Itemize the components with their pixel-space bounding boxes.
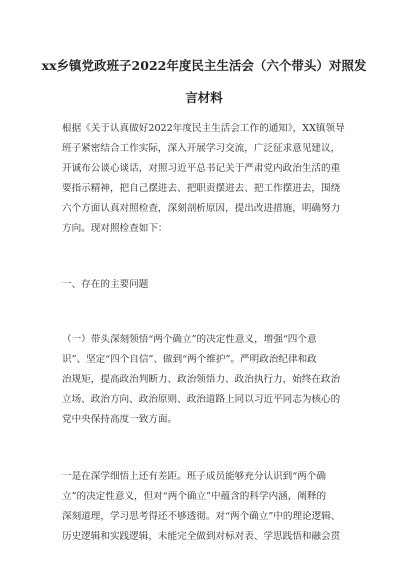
intro-paragraph-line: 开诚布公谈心谈话，对照习近平总书记关于严肃党内政治生活的重: [62, 163, 341, 174]
point-one-paragraph-line: 深刻道理，学习思考得还不够透彻。对“两个确立”中的理论逻辑、: [62, 511, 341, 522]
intro-paragraph-line: 根据《关于认真做好2022年度民主生活会工作的通知》，XX镇领导: [62, 123, 345, 134]
point-one-paragraph-line: 立”的决定性意义，但对“两个确立”中蕴含的科学内涵，阐释的: [62, 491, 327, 502]
item-one-paragraph-line: （一）带头深刻领悟“两个确立”的决定性意义，增强“四个意: [62, 334, 317, 345]
item-one-paragraph-line: 立场、政治方向、政治原则、政治道路上同以习近平同志为核心的: [62, 394, 341, 405]
intro-paragraph-line: 班子紧密结合工作实际，深入开展学习交流，广泛征求意见建议，: [62, 143, 341, 154]
intro-paragraph-line: 方向。现对照检查如下：: [62, 223, 168, 234]
point-one-paragraph-line: 一是在深学细悟上还有差距。班子成员能够充分认识到“两个确: [62, 471, 326, 482]
intro-paragraph-line: 要指示精神，把自己摆进去、把职责摆进去、把工作摆进去，围绕: [62, 183, 341, 194]
intro-paragraph-line: 六个方面认真对照检查，深刻剖析原因，提出改进措施，明确努力: [62, 203, 341, 214]
item-one-paragraph-line: 治规矩，提高政治判断力、政治领悟力、政治执行力，始终在政治: [62, 374, 341, 385]
document-title-line-1: xx乡镇党政班子2022年度民主生活会（六个带头）对照发: [41, 58, 367, 73]
point-one-paragraph-line: 历史逻辑和实践逻辑，未能完全做到对标对表、学思践悟和融会贯: [62, 531, 341, 542]
item-one-paragraph-line: 党中央保持高度一致方面。: [62, 414, 178, 425]
item-one-paragraph-line: 识”、坚定“四个自信”、做到“两个维护”。严明政治纪律和政: [62, 354, 317, 365]
section-heading: 一、存在的主要问题: [62, 279, 149, 290]
document-title-line-2: 言材料: [185, 90, 223, 105]
